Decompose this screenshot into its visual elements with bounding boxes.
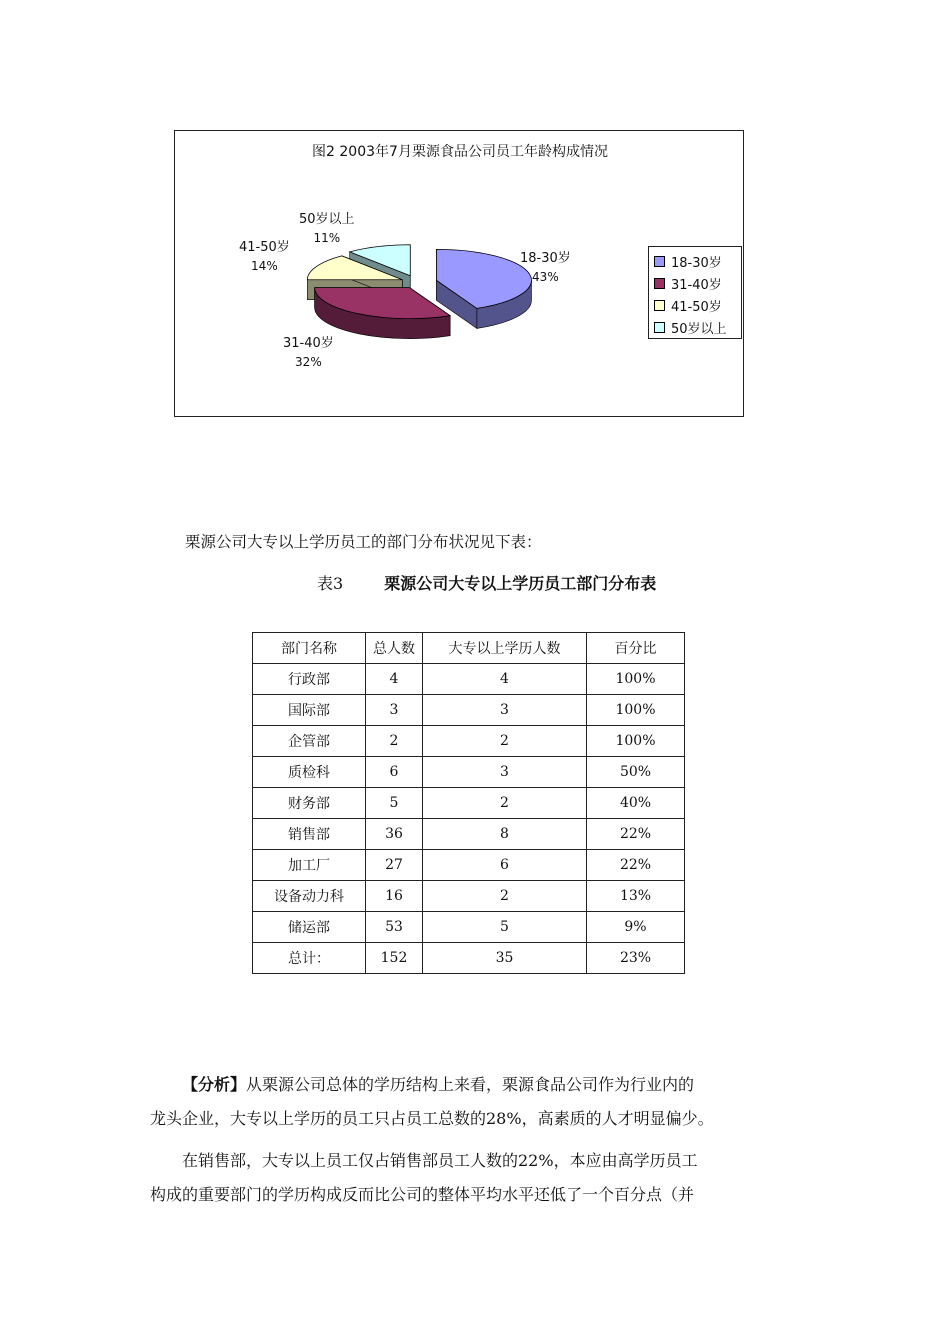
analysis-text: 龙头企业，大专以上学历的员工只占员工总数的28%，高素质的人才明显偏少。 [150, 1109, 714, 1128]
table-row [253, 726, 685, 757]
pie-chart [174, 130, 744, 417]
slice-name: 18-30岁 [520, 251, 571, 266]
pie-slice-0 [436, 249, 531, 328]
table-cell: 40% [587, 788, 685, 819]
analysis-paragraph-1 [150, 1068, 810, 1102]
slice-name: 50岁以上 [299, 212, 355, 227]
table-cell: 5 [366, 788, 423, 819]
table-cell: 23% [587, 943, 685, 974]
table-row [253, 757, 685, 788]
chart-legend [648, 246, 742, 339]
table-cell: 加工厂 [253, 850, 366, 881]
slice-label-31-40 [283, 334, 334, 372]
legend-item [654, 294, 741, 316]
analysis-text: 在销售部，大专以上员工仅占销售部员工人数的22%，本应由高学历员工 [182, 1151, 698, 1170]
legend-label: 31-40岁 [671, 277, 722, 293]
table-cell: 4 [423, 664, 587, 695]
table-title: 栗源公司大专以上学历员工部门分布表 [384, 574, 657, 593]
table-row [253, 664, 685, 695]
table-cell: 36 [366, 819, 423, 850]
table-row [253, 788, 685, 819]
header-cell: 部门名称 [253, 633, 366, 664]
legend-swatch [654, 300, 665, 311]
legend-swatch [654, 278, 665, 289]
table-cell: 6 [366, 757, 423, 788]
slice-percent: 32% [295, 355, 322, 369]
legend-item [654, 250, 741, 272]
analysis-paragraph-1-cont [150, 1102, 810, 1136]
table-cell: 设备动力科 [253, 881, 366, 912]
analysis-paragraph-2-cont [150, 1178, 810, 1212]
intro-text: 栗源公司大专以上学历员工的部门分布状况见下表： [185, 533, 542, 551]
legend-label: 50岁以上 [671, 321, 727, 337]
table-cell: 152 [366, 943, 423, 974]
slice-name: 31-40岁 [283, 336, 334, 351]
legend-item [654, 272, 741, 294]
table-cell: 8 [423, 819, 587, 850]
table-cell: 5 [423, 912, 587, 943]
table-row [253, 850, 685, 881]
table-cell: 3 [366, 695, 423, 726]
slice-label-50-plus [299, 210, 355, 248]
table-cell: 2 [366, 726, 423, 757]
table-cell: 储运部 [253, 912, 366, 943]
header-cell: 大专以上学历人数 [423, 633, 587, 664]
table-row [253, 819, 685, 850]
table-cell: 100% [587, 664, 685, 695]
slice-percent: 43% [532, 270, 559, 284]
table-row [253, 695, 685, 726]
table-number: 表3 [317, 574, 344, 593]
slice-label-41-50 [239, 238, 290, 276]
legend-swatch [654, 322, 665, 333]
table-cell: 22% [587, 819, 685, 850]
table-row [253, 943, 685, 974]
legend-item [654, 316, 741, 338]
table-caption [317, 571, 656, 594]
table-cell: 53 [366, 912, 423, 943]
analysis-text: 构成的重要部门的学历构成反而比公司的整体平均水平还低了一个百分点（并 [150, 1185, 695, 1204]
table-cell: 50% [587, 757, 685, 788]
table-cell: 2 [423, 726, 587, 757]
table-cell: 总计： [253, 943, 366, 974]
pie-slice-1 [315, 288, 450, 339]
table-cell: 行政部 [253, 664, 366, 695]
slice-label-18-30 [520, 249, 571, 287]
header-cell: 总人数 [366, 633, 423, 664]
table-cell: 3 [423, 757, 587, 788]
department-table [252, 632, 685, 974]
table-row [253, 912, 685, 943]
analysis-text: 从栗源公司总体的学历结构上来看，栗源食品公司作为行业内的 [246, 1075, 695, 1094]
slice-name: 41-50岁 [239, 240, 290, 255]
table-cell: 质检科 [253, 757, 366, 788]
table-header-row [253, 633, 685, 664]
table-cell: 财务部 [253, 788, 366, 819]
slice-percent: 14% [251, 259, 278, 273]
legend-swatch [654, 256, 665, 267]
table-cell: 27 [366, 850, 423, 881]
analysis-label: 【分析】 [182, 1075, 247, 1094]
table-cell: 22% [587, 850, 685, 881]
legend-label: 18-30岁 [671, 255, 722, 271]
table-cell: 35 [423, 943, 587, 974]
table-cell: 4 [366, 664, 423, 695]
table-cell: 国际部 [253, 695, 366, 726]
table-cell: 2 [423, 788, 587, 819]
table-cell: 16 [366, 881, 423, 912]
table-cell: 企管部 [253, 726, 366, 757]
table-row [253, 881, 685, 912]
table-cell: 2 [423, 881, 587, 912]
analysis-paragraph-2 [150, 1144, 810, 1178]
chart-title: 图2 2003年7月栗源食品公司员工年龄构成情况 [312, 144, 608, 160]
table-cell: 销售部 [253, 819, 366, 850]
table-cell: 100% [587, 726, 685, 757]
header-cell: 百分比 [587, 633, 685, 664]
table-cell: 9% [587, 912, 685, 943]
table-cell: 13% [587, 881, 685, 912]
table-cell: 3 [423, 695, 587, 726]
table-cell: 6 [423, 850, 587, 881]
slice-percent: 11% [313, 231, 341, 245]
legend-label: 41-50岁 [671, 299, 722, 315]
table-cell: 100% [587, 695, 685, 726]
